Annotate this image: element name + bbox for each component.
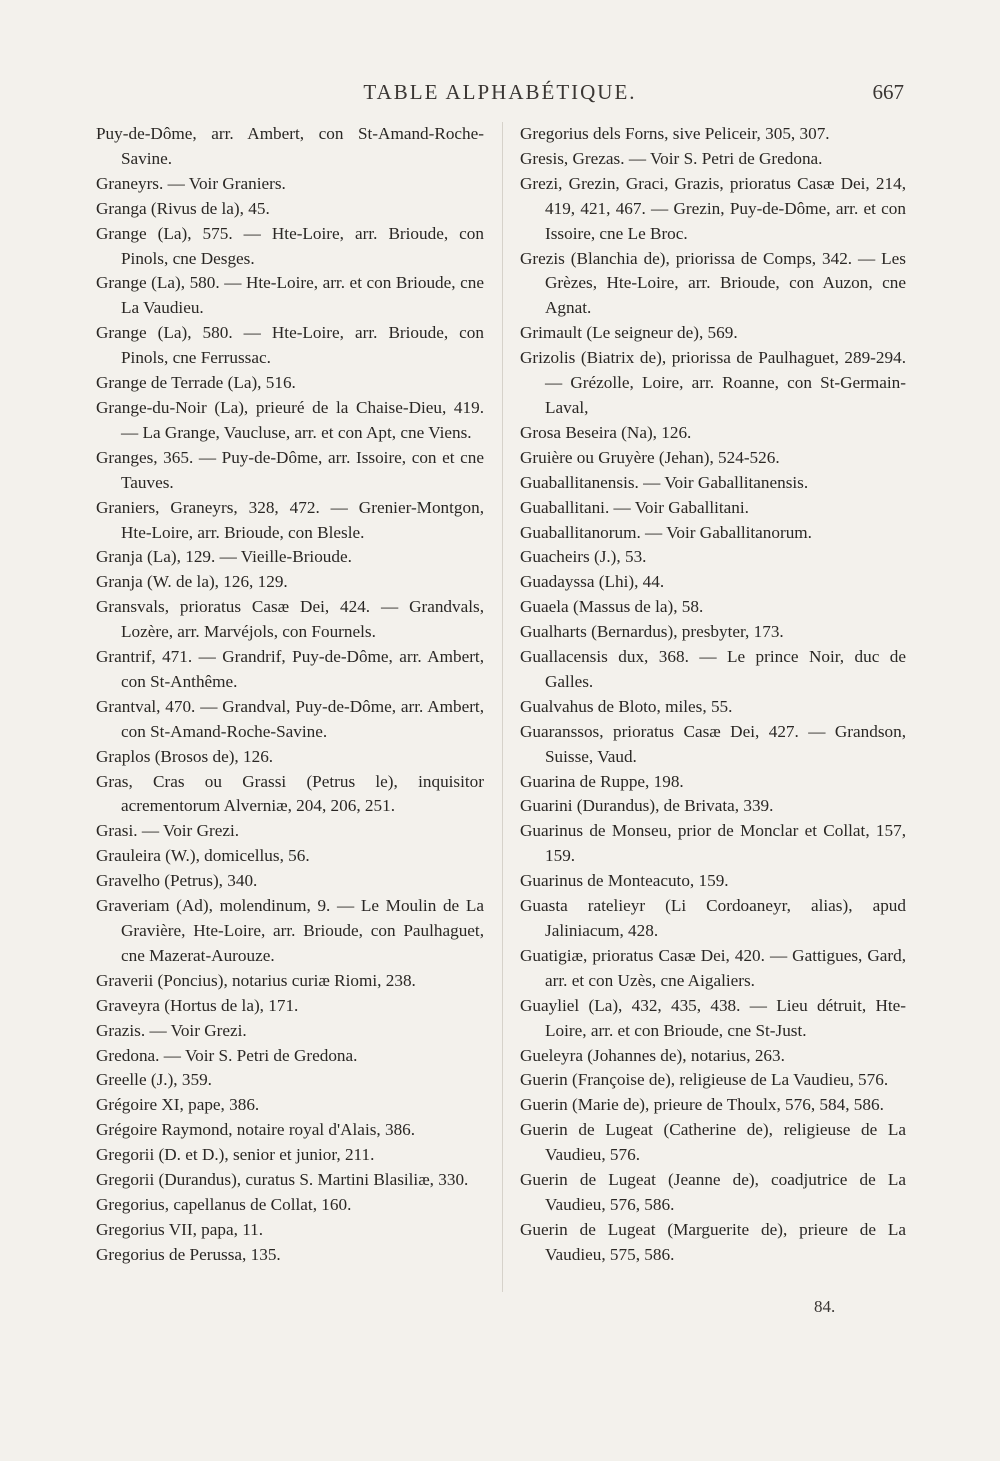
index-entry: Grazis. — Voir Grezi. xyxy=(96,1020,247,1040)
index-entry: Grange de Terrade (La), 516. xyxy=(96,373,296,393)
index-entry: Grange-du-Noir (La), prieuré de la Chaise-Dieu, 419. — La Grange, Vaucluse, arr. et con Apt, cne Viens. xyxy=(96,397,484,442)
index-entry: Gresis, Grezas. — Voir S. Petri de Gredona. xyxy=(520,148,823,168)
index-entry: Guarini (Durandus), de Brivata, 339. xyxy=(520,796,774,816)
index-entry: Guaballitanensis. — Voir Gaballitanensis. xyxy=(520,472,809,492)
index-entry: Grauleira (W.), domicellus, 56. xyxy=(96,846,310,866)
index-entry: Gras, Cras ou Grassi (Petrus le), inquisitor acrementorum Alverniæ, 204, 206, 251. xyxy=(96,771,484,816)
index-entry: Guerin de Lugeat (Jeanne de), coadjutrice de La Vaudieu, 576, 586. xyxy=(520,1170,906,1214)
index-entry: Gueleyra (Johannes de), notarius, 263. xyxy=(520,1045,785,1065)
index-entry: Guarinus de Monseu, prior de Monclar et Collat, 157, 159. xyxy=(520,821,906,866)
index-entry: Graniers, Graneyrs, 328, 472. — Grenier-Montgon, Hte-Loire, arr. Brioude, con Blesle. xyxy=(96,497,484,542)
index-entry: Graveyra (Hortus de la), 171. xyxy=(96,995,299,1015)
page-header xyxy=(0,80,1000,110)
index-entry: Gravelho (Petrus), 340. xyxy=(96,871,258,891)
index-entry: Gregorius de Perussa, 135. xyxy=(96,1244,281,1264)
index-entry: Grizolis (Biatrix de), priorissa de Paulhaguet, 289-294. — Grézolle, Loire, arr. Roanne, con St-Germain-Laval, xyxy=(520,348,906,417)
index-entry: Grégoire XI, pape, 386. xyxy=(96,1095,260,1115)
index-entry: Granges, 365. — Puy-de-Dôme, arr. Issoire, con et cne Tauves. xyxy=(96,447,484,492)
index-entry: Guaballitanorum. — Voir Gaballitanorum. xyxy=(520,522,812,542)
index-entry: Gredona. — Voir S. Petri de Gredona. xyxy=(96,1045,358,1065)
index-entry: Guaela (Massus de la), 58. xyxy=(520,597,704,617)
index-entry: Gualvahus de Bloto, miles, 55. xyxy=(520,696,733,716)
index-entry: Graplos (Brosos de), 126. xyxy=(96,746,274,766)
index-entry: Guaballitani. — Voir Gaballitani. xyxy=(520,497,749,517)
index-entry: Guarina de Ruppe, 198. xyxy=(520,771,684,791)
index-entry: Gregorius VII, papa, 11. xyxy=(96,1219,264,1239)
index-entry: Guaranssos, prioratus Casæ Dei, 427. — Grandson, Suisse, Vaud. xyxy=(520,721,906,766)
index-entry: Gregorii (Durandus), curatus S. Martini Blasiliæ, 330. xyxy=(96,1170,469,1190)
index-entry: Guerin de Lugeat (Catherine de), religieuse de La Vaudieu, 576. xyxy=(520,1120,906,1165)
index-entry: Guayliel (La), 432, 435, 438. — Lieu détruit, Hte-Loire, arr. et con Brioude, cne St-Just. xyxy=(520,995,906,1040)
index-entry: Guadayssa (Lhi), 44. xyxy=(520,572,665,592)
signature-mark: 84. xyxy=(814,1297,836,1316)
index-entry: Granja (La), 129. — Vieille-Brioude. xyxy=(96,547,352,567)
index-entry: Graneyrs. — Voir Graniers. xyxy=(96,173,286,193)
index-entry: Graveriam (Ad), molendinum, 9. — Le Moulin de La Gravière, Hte-Loire, arr. Brioude, con Paulhaguet, cne Mazerat-Aurouze. xyxy=(96,896,484,965)
running-title: TABLE ALPHABÉTIQUE. xyxy=(363,80,637,104)
index-entry: Guerin (Marie de), prieure de Thoulx, 576, 584, 586. xyxy=(520,1095,884,1115)
index-entry: Grantval, 470. — Grandval, Puy-de-Dôme, arr. Ambert, con St-Amand-Roche-Savine. xyxy=(96,696,484,741)
index-entry: Guarinus de Monteacuto, 159. xyxy=(520,871,729,891)
index-entry: Guerin (Françoise de), religieuse de La Vaudieu, 576. xyxy=(520,1070,889,1090)
index-entry: Gregorii (D. et D.), senior et junior, 211. xyxy=(96,1145,375,1165)
index-entry: Grasi. — Voir Grezi. xyxy=(96,821,240,841)
index-entry: Guerin de Lugeat (Marguerite de), prieure de La Vaudieu, 575, 586. xyxy=(520,1219,906,1264)
index-entry: Graverii (Poncius), notarius curiæ Riomi, 238. xyxy=(96,970,416,990)
index-entry: Granga (Rivus de la), 45. xyxy=(96,198,270,218)
index-entry: Grange (La), 580. — Hte-Loire, arr. et con Brioude, cne La Vaudieu. xyxy=(96,273,484,318)
index-entry: Grange (La), 575. — Hte-Loire, arr. Brioude, con Pinols, cne Desges. xyxy=(96,223,484,268)
index-column-right xyxy=(520,122,906,1268)
index-entry: Gregorius dels Forns, sive Peliceir, 305, 307. xyxy=(520,124,830,143)
index-entry: Grezis (Blanchia de), priorissa de Comps, 342. — Les Grèzes, Hte-Loire, arr. Brioude, con Auzon, cne Agnat. xyxy=(520,248,906,318)
index-entry: Greelle (J.), 359. xyxy=(96,1070,212,1090)
index-entry: Gualharts (Bernardus), presbyter, 173. xyxy=(520,622,784,642)
index-entry: Guallacensis dux, 368. — Le prince Noir, duc de Galles. xyxy=(520,647,906,691)
index-entry: Grimault (Le seigneur de), 569. xyxy=(520,323,738,343)
index-entry: Grosa Beseira (Na), 126. xyxy=(520,422,692,442)
index-entry: Guacheirs (J.), 53. xyxy=(520,547,647,567)
index-entry: Grégoire Raymond, notaire royal d'Alais, 386. xyxy=(96,1120,416,1140)
index-entry: Grantrif, 471. — Grandrif, Puy-de-Dôme, arr. Ambert, con St-Anthême. xyxy=(96,647,484,691)
index-entry: Guasta ratelieyr (Li Cordoaneyr, alias), apud Jaliniacum, 428. xyxy=(520,896,906,940)
column-divider xyxy=(502,122,503,1292)
index-entry: Guatigiæ, prioratus Casæ Dei, 420. — Gattigues, Gard, arr. et con Uzès, cne Aigaliers. xyxy=(520,945,906,990)
index-column-left xyxy=(96,122,484,1268)
index-entry: Gruière ou Gruyère (Jehan), 524-526. xyxy=(520,447,780,467)
index-entry: Gransvals, prioratus Casæ Dei, 424. — Grandvals, Lozère, arr. Marvéjols, con Fournels. xyxy=(96,597,484,642)
index-entry: Grezi, Grezin, Graci, Grazis, prioratus Casæ Dei, 214, 419, 421, 467. — Grezin, Puy-de-Dôme, arr. et con Issoire, cne Le Broc. xyxy=(520,173,906,243)
index-entry: Grange (La), 580. — Hte-Loire, arr. Brioude, con Pinols, cne Ferrussac. xyxy=(96,323,484,368)
index-entry: Granja (W. de la), 126, 129. xyxy=(96,572,288,592)
index-entry: Puy-de-Dôme, arr. Ambert, con St-Amand-Roche-Savine. xyxy=(96,124,484,168)
index-entry: Gregorius, capellanus de Collat, 160. xyxy=(96,1194,352,1214)
page-number: 667 xyxy=(872,80,904,104)
